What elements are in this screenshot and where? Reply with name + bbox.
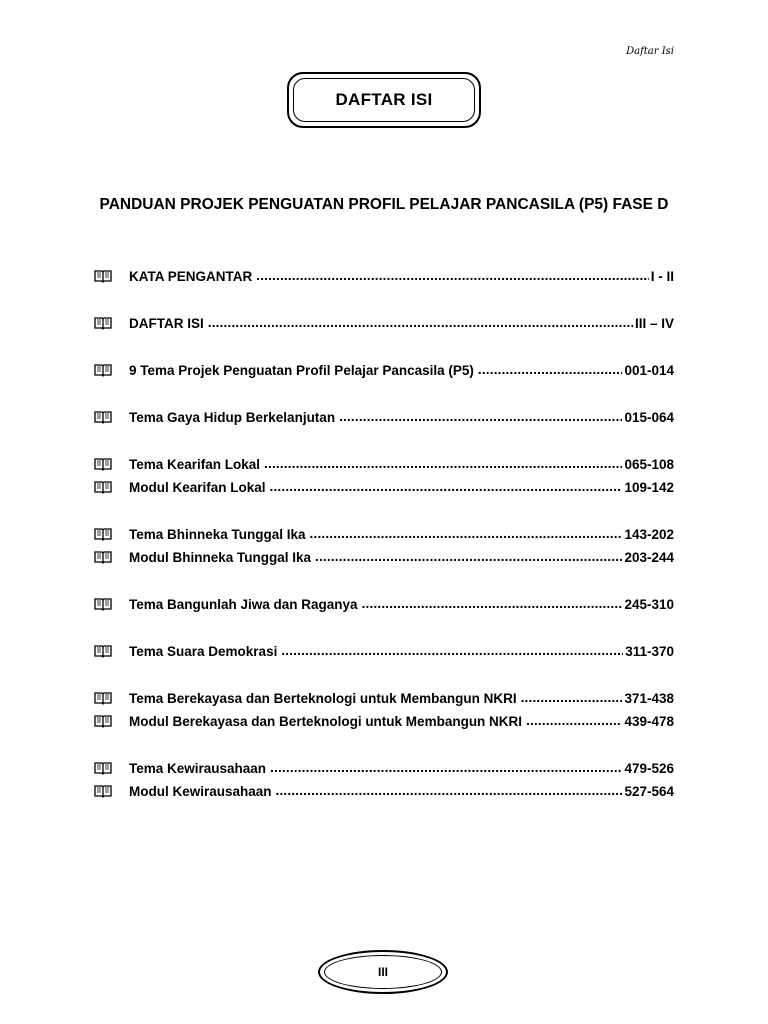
open-book-icon [94,363,112,377]
toc-item-label: Tema Berekayasa dan Berteknologi untuk Membangun NKRI [129,690,517,706]
page-number-frame [318,950,448,994]
toc-item[interactable] [94,688,674,708]
toc-item-label: Modul Berekayasa dan Berteknologi untuk Membangun NKRI [129,713,523,729]
open-book-icon [94,527,112,541]
toc-item[interactable] [94,758,674,778]
toc-dot-leader [264,456,622,472]
open-book-icon [94,784,112,798]
toc-item-pages: 065-108 [624,456,674,472]
toc-item[interactable] [94,313,674,333]
toc-item-label: Modul Bhinneka Tunggal Ika [129,549,312,565]
toc-item[interactable] [94,641,674,661]
toc-item-pages: 479-526 [624,760,674,776]
open-book-icon [94,597,112,611]
toc-item-label: Modul Kearifan Lokal [129,479,266,495]
toc-dot-leader [478,362,623,378]
toc-item-label: Tema Kearifan Lokal [129,456,261,472]
toc-item-pages: 527-564 [624,783,674,799]
toc-item-pages: 311-370 [625,643,674,659]
toc-item-label: KATA PENGANTAR [129,268,253,284]
toc-dot-leader [521,690,623,706]
toc-dot-leader [526,713,622,729]
toc-item-label: Tema Suara Demokrasi [129,643,278,659]
toc-item-pages: 143-202 [624,526,674,542]
page-title: DAFTAR ISI [293,78,475,122]
open-book-icon [94,691,112,705]
toc-item[interactable] [94,547,674,567]
toc-item-label: Tema Bhinneka Tunggal Ika [129,526,306,542]
toc-item-pages: 371-438 [624,690,674,706]
document-subtitle: PANDUAN PROJEK PENGUATAN PROFIL PELAJAR PANCASILA (P5) FASE D [99,196,669,213]
toc-item[interactable] [94,781,674,801]
toc-item-pages: 109-142 [624,479,674,495]
toc-dot-leader [362,596,623,612]
toc-item-pages: 245-310 [624,596,674,612]
open-book-icon [94,761,112,775]
toc-item-label: Modul Kewirausahaan [129,783,272,799]
toc-dot-leader [281,643,623,659]
toc-item-pages: 015-064 [624,409,674,425]
toc-item[interactable] [94,477,674,497]
toc-dot-leader [315,549,622,565]
open-book-icon [94,457,112,471]
toc-dot-leader [270,760,622,776]
toc-item[interactable] [94,524,674,544]
toc-dot-leader [270,479,623,495]
toc-item-label: Tema Kewirausahaan [129,760,267,776]
toc-dot-leader [310,526,623,542]
toc-item-pages: 203-244 [624,549,674,565]
toc-dot-leader [339,409,622,425]
toc-item[interactable] [94,594,674,614]
toc-item-pages: I - II [650,268,674,284]
toc-item-pages: 001-014 [624,362,674,378]
toc-item[interactable] [94,360,674,380]
open-book-icon [94,644,112,658]
open-book-icon [94,410,112,424]
toc-item[interactable] [94,407,674,427]
toc-dot-leader [208,315,633,331]
toc-dot-leader [256,268,649,284]
toc-dot-leader [276,783,623,799]
open-book-icon [94,316,112,330]
toc-item-pages: 439-478 [624,713,674,729]
toc-item-label: DAFTAR ISI [129,315,204,331]
toc-item-label: Tema Bangunlah Jiwa dan Raganya [129,596,358,612]
toc-item[interactable] [94,266,674,286]
toc-item-pages: III – IV [634,315,674,331]
open-book-icon [94,714,112,728]
toc-item-label: Tema Gaya Hidup Berkelanjutan [129,409,336,425]
open-book-icon [94,269,112,283]
toc-item[interactable] [94,454,674,474]
running-header: Daftar Isi [626,46,674,57]
open-book-icon [94,550,112,564]
toc-item-label: 9 Tema Projek Penguatan Profil Pelajar Pancasila (P5) [129,362,474,378]
open-book-icon [94,480,112,494]
table-of-contents [94,0,674,1024]
page-number: III [324,955,442,989]
toc-item[interactable] [94,711,674,731]
